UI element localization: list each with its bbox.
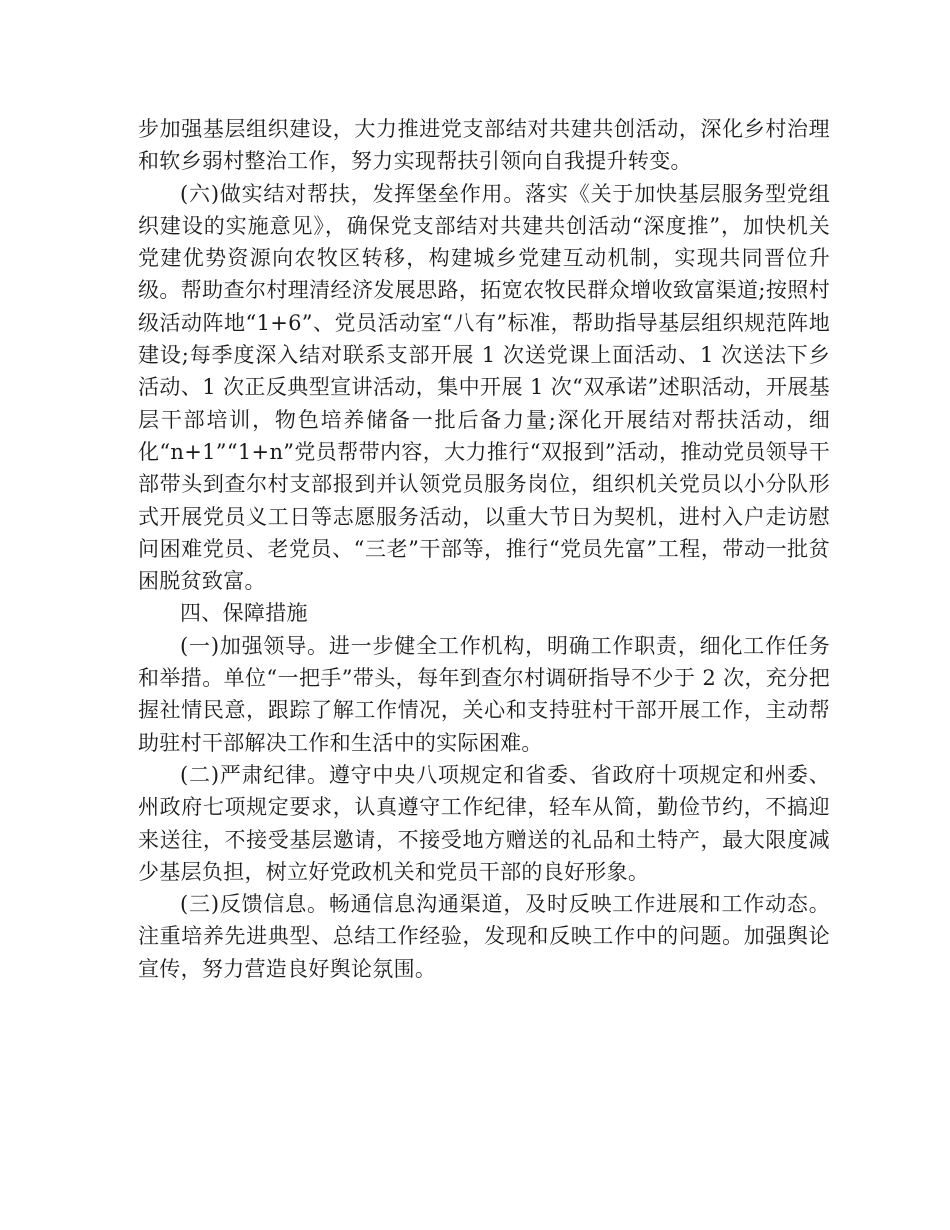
document-page	[138, 113, 830, 985]
paragraph-item-one: (一)加强领导。进一步健全工作机构，明确工作职责，细化工作任务和举措。单位“一把手”带头，每年到查尔村调研指导不少于 2 次，充分把握社情民意，跟踪了解工作情况，关心和支持驻村干部开展工作，主动帮助驻村干部解决工作和生活中的实际困难。	[138, 633, 830, 755]
paragraph-section-six: (六)做实结对帮扶，发挥堡垒作用。落实《关于加快基层服务型党组织建设的实施意见》，确保党支部结对共建共创活动“深度推”，加快机关党建优势资源向农牧区转移，构建城乡党建互动机制，实现共同晋位升级。帮助查尔村理清经济发展思路，拓宽农牧民群众增收致富渠道;按照村级活动阵地“1+6”、党员活动室“八有”标准，帮助指导基层组织规范阵地建设;每季度深入结对联系支部开展 1 次送党课上面活动、1 次送法下乡活动、1 次正反典型宣讲活动，集中开展 1 次“双承诺”述职活动，开展基层干部培训，物色培养储备一批后备力量;深化开展结对帮扶活动，细化“n+1”“1+n”党员帮带内容，大力推行“双报到”活动，推动党员领导干部带头到查尔村支部报到并认领党员服务岗位，组织机关党员以小分队形式开展党员义工日等志愿服务活动，以重大节日为契机，进村入户走访慰问困难党员、老党员、“三老”干部等，推行“党员先富”工程，带动一批贫困脱贫致富。	[138, 181, 830, 594]
paragraph-item-two: (二)严肃纪律。遵守中央八项规定和省委、省政府十项规定和州委、州政府七项规定要求，认真遵守工作纪律，轻车从简，勤俭节约，不搞迎来送往，不接受基层邀请，不接受地方赠送的礼品和土特产，最大限度减少基层负担，树立好党政机关和党员干部的良好形象。	[138, 762, 830, 884]
paragraph-item-three: (三)反馈信息。畅通信息沟通渠道，及时反映工作进展和工作动态。注重培养先进典型、总结工作经验，发现和反映工作中的问题。加强舆论宣传，努力营造良好舆论氛围。	[138, 892, 830, 981]
section-heading-safeguards: 四、保障措施	[180, 601, 308, 626]
paragraph-continuation: 步加强基层组织建设，大力推进党支部结对共建共创活动，深化乡村治理和软乡弱村整治工作，努力实现帮扶引领向自我提升转变。	[138, 117, 830, 174]
